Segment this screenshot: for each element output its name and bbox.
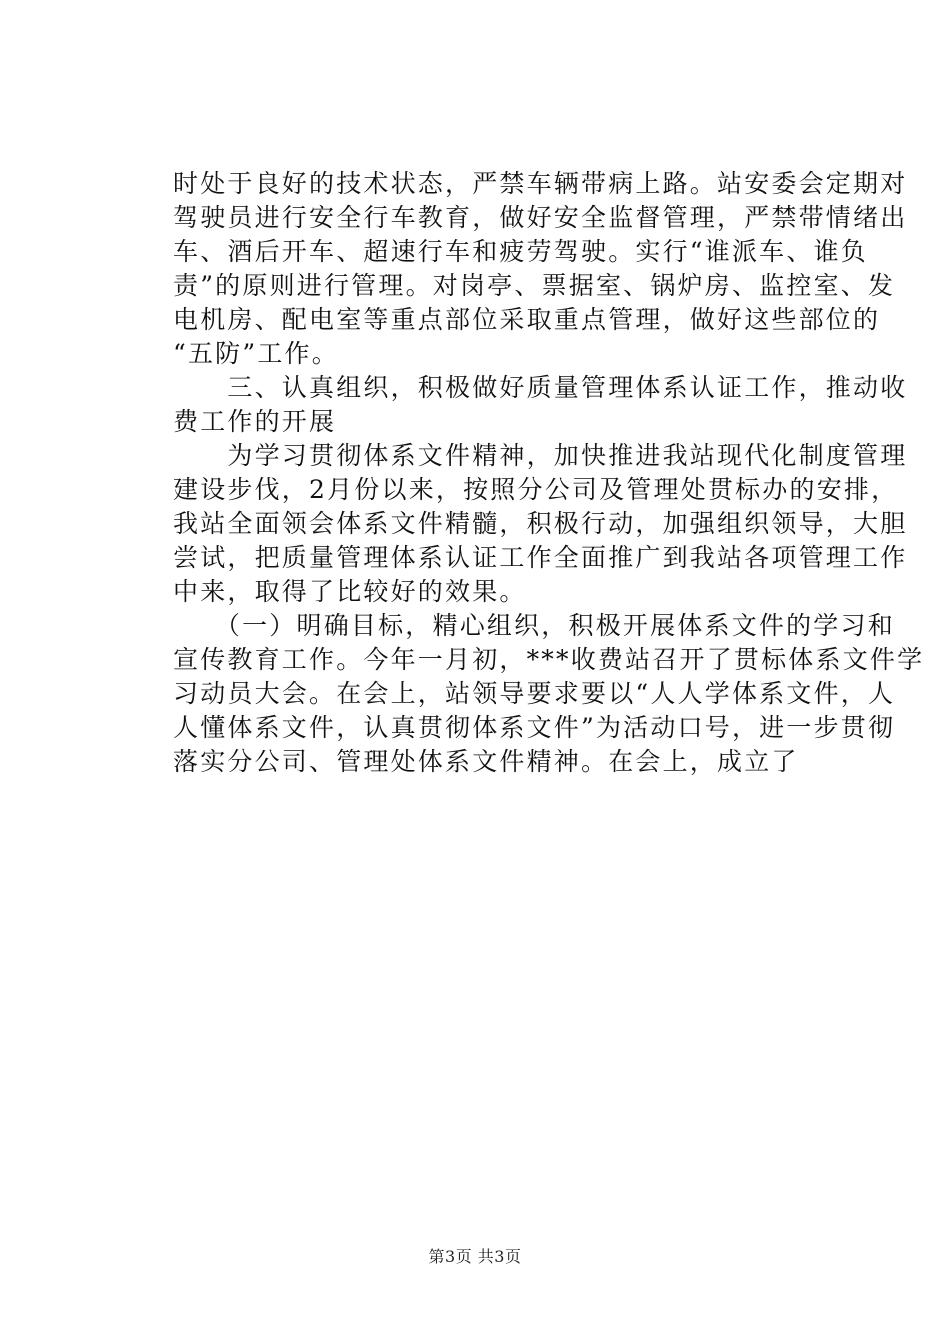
section-heading-line: 费工作的开展	[173, 407, 337, 436]
text-line: （一）明确目标，精心组织，积极开展体系文件的学习和	[173, 611, 895, 640]
text-line: 落实分公司、管理处体系文件精神。在会上，成立了	[173, 747, 799, 776]
text-line: 习动员大会。在会上，站领导要求要以“人人学体系文件，人	[173, 679, 896, 708]
text-line: 尝试，把质量管理体系认证工作全面推广到我站各项管理工作	[173, 543, 908, 572]
text-line: 驾驶员进行安全行车教育，做好安全监督管理，严禁带情绪出	[173, 203, 908, 232]
text-line: 宣传教育工作。今年一月初，***收费站召开了贯标体系文件学	[173, 645, 925, 674]
text-line: 责”的原则进行管理。对岗亭、票据室、锅炉房、监控室、发	[173, 271, 896, 300]
document-body	[173, 167, 925, 779]
text-line: 为学习贯彻体系文件精神，加快推进我站现代化制度管理	[173, 441, 908, 470]
page-footer: 第3页 共3页	[428, 1247, 522, 1266]
text-line: 电机房、配电室等重点部位采取重点管理，做好这些部位的	[173, 305, 881, 334]
text-line: 我站全面领会体系文件精髓，积极行动，加强组织领导，大胆	[173, 509, 908, 538]
text-line: 车、酒后开车、超速行车和疲劳驾驶。实行“谁派车、谁负	[173, 237, 868, 266]
text-line: 中来，取得了比较好的效果。	[173, 577, 527, 606]
text-line: 时处于良好的技术状态，严禁车辆带病上路。站安委会定期对	[173, 169, 908, 198]
section-heading-line: 三、认真组织，积极做好质量管理体系认证工作，推动收	[173, 373, 908, 402]
text-line: “五防”工作。	[173, 339, 339, 368]
text-line: 人懂体系文件，认真贯彻体系文件”为活动口号，进一步贯彻	[173, 713, 896, 742]
text-line: 建设步伐，2月份以来，按照分公司及管理处贯标办的安排，	[173, 475, 899, 504]
